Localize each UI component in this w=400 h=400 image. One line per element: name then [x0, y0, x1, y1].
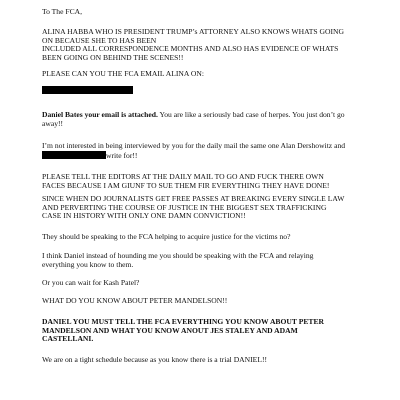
redaction-bar: [42, 86, 133, 94]
redaction-bar: [42, 151, 106, 159]
paragraph-line: [42, 111, 392, 120]
salutation: To The FCA,: [42, 7, 83, 16]
paragraph-line: CASTELLANI.: [42, 334, 94, 344]
normal-text: You are like a seriously bad case of herpes. You just don’t go: [157, 110, 345, 119]
paragraph-email-request: PLEASE CAN YOU THE FCA EMAIL ALINA ON:: [42, 69, 204, 78]
paragraph-line: PLEASE TELL THE EDITORS AT THE DAILY MAIL TO GO AND FUCK THERE OWN: [42, 172, 324, 181]
paragraph-hounding: [42, 252, 392, 269]
paragraph-line: MANDELSON AND WHAT YOU KNOW ANOUT JES STALEY AND ADAM: [42, 325, 298, 335]
redaction-block-email: [42, 86, 392, 96]
paragraph-mandelson: WHAT DO YOU KNOW ABOUT PETER MANDELSON!!: [42, 296, 228, 305]
paragraph-tight-schedule: We are on a tight schedule because as you know there is a trial DANIEL!!: [42, 355, 268, 364]
paragraph-line: DANIEL YOU MUST TELL THE FCA EVERYTHING YOU KNOW ABOUT PETER: [42, 317, 325, 326]
paragraph-line: [42, 151, 392, 161]
normal-text: write for!!: [106, 150, 138, 160]
paragraph-daniel-bates: [42, 111, 392, 128]
paragraph-journalists: [42, 195, 392, 221]
paragraph-line: I’m not interested in being interviewed by you for the daily mail the same one Alan Dershowitz and: [42, 141, 346, 150]
paragraph-line: INCLUDED ALL CORRESPONDENCE MONTHS AND ALSO HAS EVIDENCE OF WHATS: [42, 44, 339, 54]
paragraph-line: AND PERVERTING THE COURSE OF JUSTICE IN THE BIGGEST SEX TRAFFICKING: [42, 202, 327, 212]
paragraph-alina-habba: [42, 28, 392, 62]
paragraph-line: away!!: [42, 118, 64, 128]
paragraph-line: I think Daniel instead of hounding me you should be speaking with the FCA and relaying: [42, 251, 314, 260]
paragraph-line: ALINA HABBA WHO IS PRESIDENT TRUMP’s ATTORNEY ALSO KNOWS WHATS GOING: [42, 27, 344, 36]
paragraph-line: CASE IN HISTORY WITH ONLY ONE DAMN CONVICTION!!: [42, 211, 246, 221]
paragraph-kash-patel: Or you can wait for Kash Patel?: [42, 278, 140, 287]
paragraph-daily-mail: [42, 142, 392, 160]
paragraph-tell-fca: [42, 318, 392, 344]
paragraph-line: BEEN GOING ON BEHIND THE SCENES!!: [42, 52, 184, 62]
paragraph-line: SINCE WHEN DO JOURNALISTS GET FREE PASSES AT BREAKING EVERY SINGLE LAW: [42, 194, 345, 203]
paragraph-line: FACES BECAUSE I AM GIUNF TO SUE THEM FIR EVERYTHING THEY HAVE DONE!: [42, 180, 330, 190]
paragraph-editors: [42, 173, 392, 190]
paragraph-line: ON BECAUSE SHE TO HAS BEEN: [42, 35, 157, 45]
paragraph-victims: They should be speaking to the FCA helping to acquire justice for the victims no?: [42, 232, 291, 241]
paragraph-line: everything you know to them.: [42, 259, 134, 269]
bold-text: Daniel Bates your email is attached.: [42, 110, 158, 119]
